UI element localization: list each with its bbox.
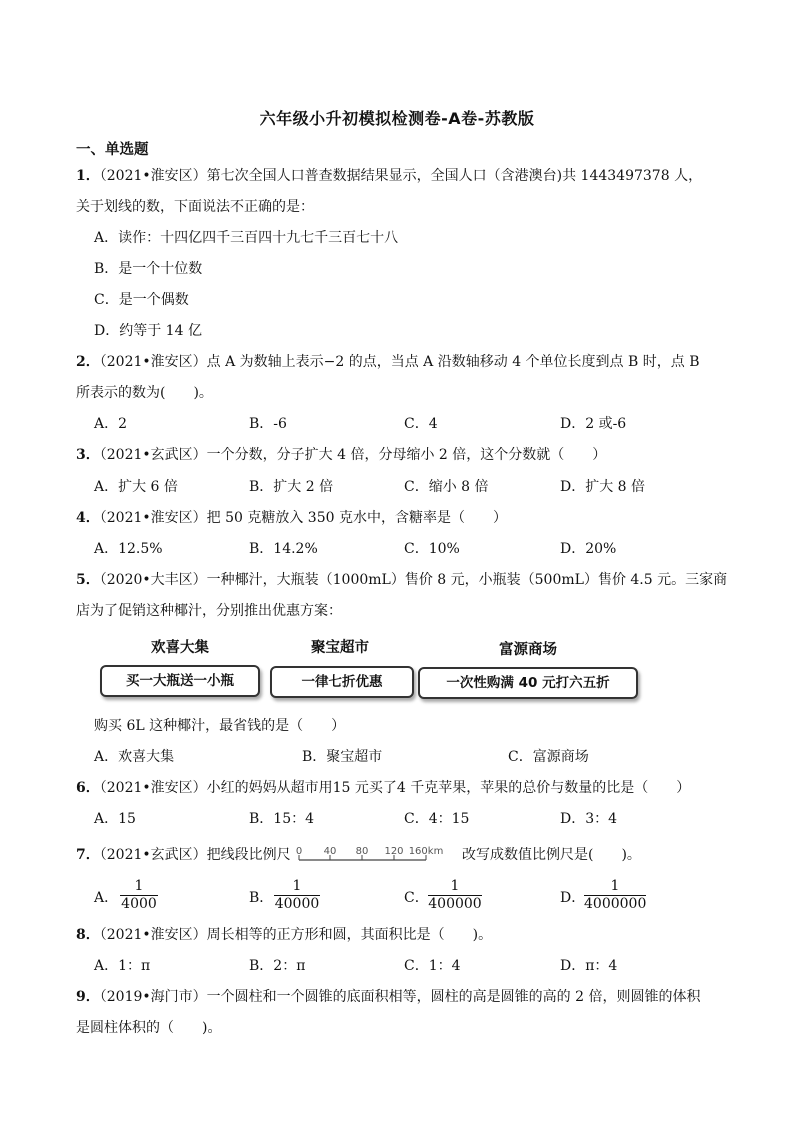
- q7-line1a: [76, 845, 291, 865]
- promo-box-3: 一次性购满 40 元打六五折: [418, 667, 638, 699]
- q5-option-c: C．富源商场: [508, 749, 589, 765]
- store-name-2: 聚宝超市: [311, 640, 369, 656]
- q8-option-a: A．1：π: [94, 958, 151, 974]
- q1-line1: [76, 166, 702, 186]
- q9-text-1: （2019•海门市）一个圆柱和一个圆锥的底面积相等，圆柱的高是圆锥的高的 2 倍，则圆锥的体积: [99, 989, 701, 1005]
- q7-option-b-fraction: [274, 878, 320, 913]
- q5-text-1: （2020•大丰区）一种椰汁，大瓶装（1000mL）售价 8 元，小瓶装（500mL）售价 4.5 元。三家商: [99, 572, 728, 588]
- q3-number: 3．: [76, 447, 100, 463]
- q2-line2: 所表示的数为( )。: [76, 385, 213, 401]
- promo-box-1: 买一大瓶送一小瓶: [100, 665, 260, 697]
- page-title: 六年级小升初模拟检测卷-A卷-苏教版: [259, 109, 535, 128]
- q4-option-d: D．20%: [560, 541, 617, 557]
- q1-option-d: D．约等于 14 亿: [94, 323, 202, 339]
- q8-line1: [76, 925, 492, 945]
- q9-number: 9．: [76, 989, 100, 1005]
- fraction-denominator: 4000000: [584, 896, 647, 912]
- q2-line1: [76, 352, 699, 372]
- q1-option-c: C．是一个偶数: [94, 292, 189, 308]
- q3-text-1: （2021•玄武区）一个分数，分子扩大 4 倍，分母缩小 2 倍，这个分数就（ ）: [99, 447, 607, 463]
- q6-option-d: D．3：4: [560, 811, 618, 827]
- q6-option-b: B．15：4: [249, 811, 315, 827]
- q7-option-d-fraction: [584, 878, 646, 913]
- q3-option-c: C．缩小 8 倍: [404, 479, 489, 495]
- q3-option-d: D．扩大 8 倍: [560, 479, 646, 495]
- fraction-denominator: 400000: [428, 896, 482, 912]
- q2-option-a: A．2: [94, 416, 128, 432]
- q8-option-d: D．π：4: [560, 958, 618, 974]
- q5-option-b: B．聚宝超市: [302, 749, 383, 765]
- q7-option-d-letter: D．: [560, 890, 586, 906]
- scale-label-160km: 160km: [408, 846, 444, 857]
- q4-option-a: A．12.5%: [94, 541, 163, 557]
- q8-text-1: （2021•淮安区）周长相等的正方形和圆，其面积比是（ )。: [99, 927, 493, 943]
- fraction-numerator: 1: [610, 878, 620, 894]
- q6-number: 6．: [76, 780, 100, 796]
- q7-line1b: 改写成数值比例尺是( )。: [462, 847, 641, 863]
- line-scale-figure: [296, 842, 460, 866]
- q2-option-b: B．-6: [249, 416, 287, 432]
- q5-question: 购买 6L 这种椰汁，最省钱的是（ ）: [94, 718, 346, 734]
- q5-number: 5．: [76, 572, 100, 588]
- q9-line2: 是圆柱体积的（ )。: [76, 1020, 222, 1036]
- q7-option-a-letter: A．: [94, 890, 119, 906]
- q2-option-d: D．2 或-6: [560, 416, 627, 432]
- q1-line2: 关于划线的数，下面说法不正确的是：: [76, 199, 314, 215]
- promo-box-2: 一律七折优惠: [270, 666, 414, 698]
- store-name-3: 富源商场: [499, 642, 557, 658]
- q4-option-b: B．14.2%: [249, 541, 318, 557]
- q5-option-a: A．欢喜大集: [94, 749, 175, 765]
- q6-text-1: （2021•淮安区）小红的妈妈从超市用15 元买了4 千克苹果，苹果的总价与数量的比是（ ）: [99, 780, 691, 796]
- q2-number: 2．: [76, 354, 100, 370]
- scale-label-120: 120: [384, 846, 404, 857]
- q1-option-b: B．是一个十位数: [94, 261, 203, 277]
- q4-line1: [76, 508, 507, 528]
- q7-option-a-fraction: [120, 878, 158, 913]
- q1-text-1: （2021•淮安区）第七次全国人口普查数据结果显示，全国人口（含港澳台)共 1443497378 人，: [99, 168, 703, 184]
- q7-option-c-fraction: [428, 878, 482, 913]
- q8-number: 8．: [76, 927, 100, 943]
- q4-number: 4．: [76, 510, 100, 526]
- q3-option-a: A．扩大 6 倍: [94, 479, 178, 495]
- fraction-numerator: 1: [450, 878, 460, 894]
- fraction-numerator: 1: [134, 878, 144, 894]
- q4-option-c: C．10%: [404, 541, 460, 557]
- q7-option-b-letter: B．: [249, 890, 274, 906]
- scale-label-40: 40: [323, 846, 337, 857]
- q1-option-a: A．读作：十四亿四千三百四十九七千三百七十八: [94, 230, 399, 246]
- q8-option-c: C．1：4: [404, 958, 461, 974]
- q2-text-1: （2021•淮安区）点 A 为数轴上表示−2 的点，当点 A 沿数轴移动 4 个单位长度到点 B 时，点 B: [99, 354, 700, 370]
- scale-label-0: 0: [296, 846, 303, 857]
- q7-number: 7．: [76, 847, 100, 863]
- q5-line2: 店为了促销这种椰汁，分别推出优惠方案：: [76, 603, 342, 619]
- fraction-numerator: 1: [292, 878, 302, 894]
- q7-option-c-letter: C．: [404, 890, 429, 906]
- q6-line1: [76, 778, 690, 798]
- scale-label-80: 80: [355, 846, 369, 857]
- q1-number: 1．: [76, 168, 100, 184]
- fraction-denominator: 4000: [121, 896, 157, 912]
- fraction-denominator: 40000: [274, 896, 320, 912]
- q3-line1: [76, 445, 606, 465]
- q2-option-c: C．4: [404, 416, 438, 432]
- q8-option-b: B．2：π: [249, 958, 306, 974]
- section-heading: 一、单选题: [76, 142, 149, 158]
- q3-option-b: B．扩大 2 倍: [249, 479, 334, 495]
- q6-option-a: A．15: [94, 811, 136, 827]
- q4-text-1: （2021•淮安区）把 50 克糖放入 350 克水中，含糖率是（ ）: [99, 510, 507, 526]
- q5-line1: [76, 570, 727, 590]
- q6-option-c: C．4：15: [404, 811, 470, 827]
- q9-line1: [76, 987, 700, 1007]
- store-name-1: 欢喜大集: [151, 640, 209, 656]
- q7-text-1: （2021•玄武区）把线段比例尺: [99, 847, 291, 863]
